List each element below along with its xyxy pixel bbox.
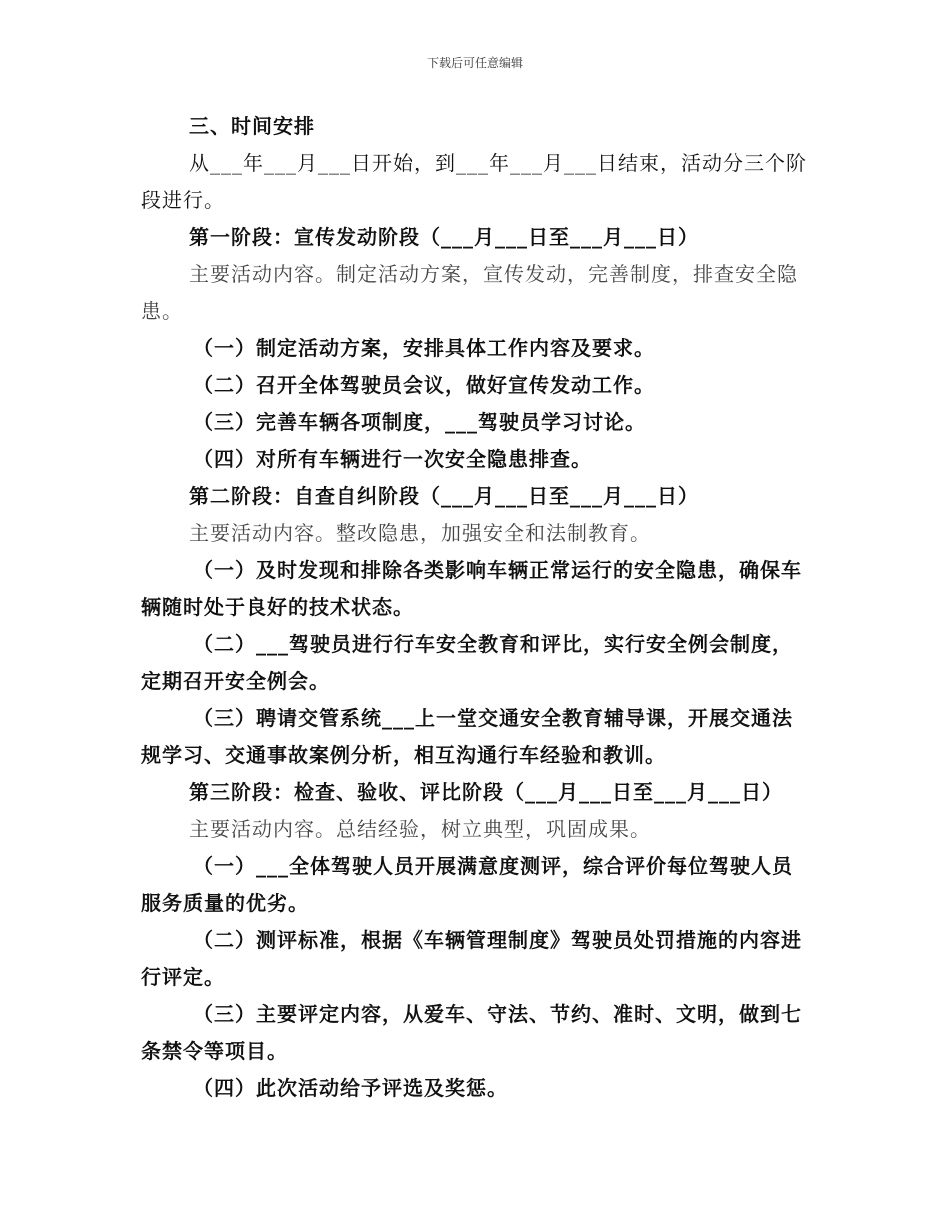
stage3-title: 第三阶段：检查、验收、评比阶段（___月___日至___月___日）	[189, 780, 783, 804]
stage3-item-4: （四）此次活动给予评选及奖惩。	[193, 1076, 508, 1100]
stage2-item-1: （一）及时发现和排除各类影响车辆正常运行的安全隐患，确保车辆随时处于良好的技术状态。	[141, 558, 802, 619]
stage3-item-2: （二）测评标准，根据《车辆管理制度》驾驶员处罚措施的内容进行评定。	[141, 928, 802, 989]
stage1-item-3: （三）完善车辆各项制度，___驾驶员学习讨论。	[193, 410, 646, 434]
stage3-main-content: 主要活动内容。总结经验，树立典型，巩固成果。	[189, 817, 651, 841]
stage1-item-4: （四）对所有车辆进行一次安全隐患排查。	[193, 447, 592, 471]
document-body	[141, 108, 811, 1107]
stage2-item-3: （三）聘请交管系统___上一堂交通安全教育辅导课，开展交通法规学习、交通事故案例分析，相互沟通行车经验和教训。	[141, 706, 793, 767]
stage2-title: 第二阶段：自查自纠阶段（___月___日至___月___日）	[189, 484, 699, 508]
page-header: 下载后可任意编辑	[426, 56, 523, 70]
stage2-main-content: 主要活动内容。整改隐患，加强安全和法制教育。	[189, 521, 651, 545]
section-title: 三、时间安排	[189, 114, 315, 138]
stage1-item-2: （二）召开全体驾驶员会议，做好宣传发动工作。	[193, 373, 655, 397]
intro-paragraph: 从___年___月___日开始，到___年___月___日结束，活动分三个阶段进行。	[141, 151, 807, 212]
stage3-item-1: （一）___全体驾驶人员开展满意度测评，综合评价每位驾驶人员服务质量的优劣。	[141, 854, 793, 915]
stage2-item-2: （二）___驾驶员进行行车安全教育和评比，实行安全例会制度，定期召开安全例会。	[141, 632, 793, 693]
stage1-item-1: （一）制定活动方案，安排具体工作内容及要求。	[193, 336, 655, 360]
stage3-item-3: （三）主要评定内容，从爱车、守法、节约、准时、文明，做到七条禁令等项目。	[141, 1002, 802, 1063]
stage1-title: 第一阶段：宣传发动阶段（___月___日至___月___日）	[189, 225, 699, 249]
stage1-main-content: 主要活动内容。制定活动方案，宣传发动，完善制度，排查安全隐患。	[141, 262, 798, 323]
